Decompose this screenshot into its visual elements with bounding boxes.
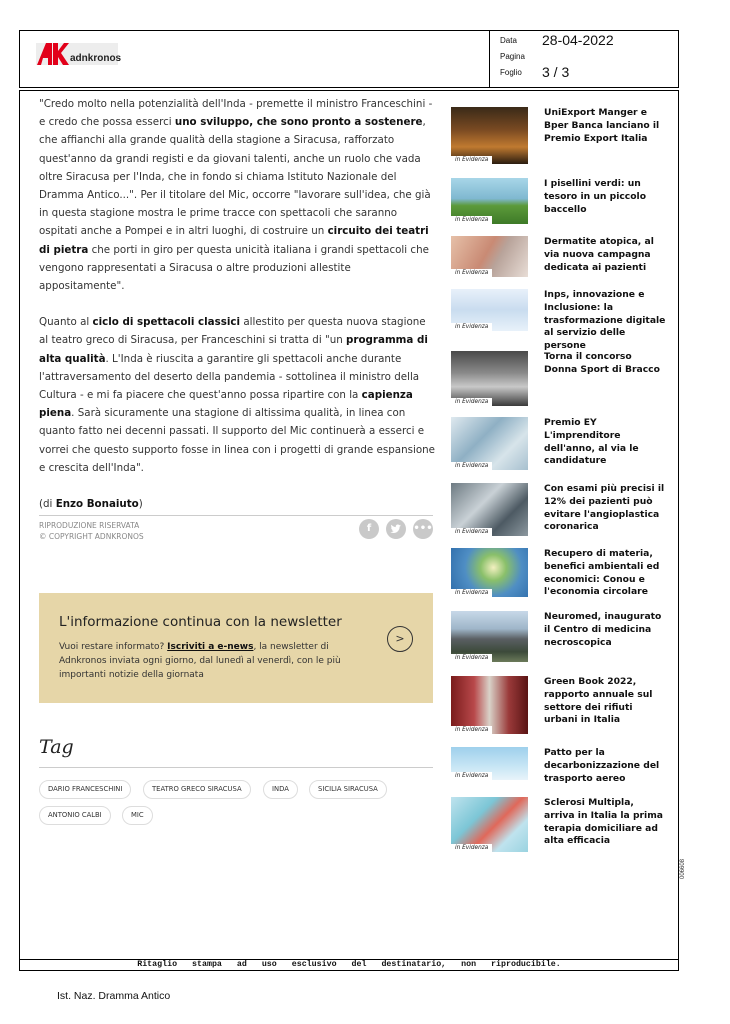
newsletter-text: [59, 640, 359, 682]
bold-text: capienza piena: [39, 389, 413, 420]
author-name: Enzo Bonaiuto: [55, 498, 139, 511]
sidebar-item[interactable]: [451, 289, 666, 352]
thumbnail-image: [451, 611, 528, 662]
paragraph-2: [39, 313, 435, 477]
sheet-value: 3 / 3: [542, 64, 570, 80]
sidebar-item-title: Dermatite atopica, al via nuova campagna dedicata ai pazienti: [544, 236, 654, 273]
evidence-badge: in Evidenza: [451, 323, 492, 331]
sidebar-item[interactable]: [451, 236, 666, 277]
sidebar-item-title: Recupero di materia, benefici ambientali ed economici: Conou e l'economia circolare: [544, 548, 660, 598]
clipping-metadata: [489, 30, 680, 88]
article-body: [39, 95, 435, 531]
date-value: 28-04-2022: [542, 32, 614, 48]
bold-text: uno sviluppo, che sono pronto a sostenere: [174, 116, 423, 129]
thumbnail-image: [451, 747, 528, 780]
evidence-badge: in Evidenza: [451, 398, 492, 406]
logo-text: adnkronos: [70, 52, 122, 64]
sidebar-item-title: Sclerosi Multipla, arriva in Italia la prima terapia domiciliare ad alta efficacia: [544, 797, 663, 847]
thumbnail-image: [451, 483, 528, 536]
bold-text: programma di alta qualità: [39, 334, 428, 365]
evidence-badge: in Evidenza: [451, 269, 492, 277]
sidebar-item-title: Torna il concorso Donna Sport di Bracco: [544, 351, 660, 375]
sidebar-item[interactable]: [451, 351, 666, 406]
clipping-notice: Ritaglio stampa ad uso esclusivo del destinatario, non riproducibile.: [19, 959, 679, 971]
text: Quanto al: [39, 316, 93, 329]
tags-heading: Tag: [39, 736, 74, 758]
tag-sicilia-siracusa[interactable]: SICILIA SIRACUSA: [309, 780, 387, 799]
newsletter-arrow-button[interactable]: >: [387, 626, 413, 652]
sidebar-item[interactable]: [451, 676, 666, 734]
sidebar-item-title: Premio EY L'imprenditore dell'anno, al via le candidature: [544, 417, 639, 467]
newsletter-signup-link[interactable]: Iscriviti a e-news: [167, 642, 254, 652]
evidence-badge: in Evidenza: [451, 462, 492, 470]
thumbnail-image: [451, 236, 528, 277]
source-label: Ist. Naz. Dramma Antico: [57, 990, 171, 1002]
thumbnail-image: [451, 548, 528, 597]
thumbnail-image: [451, 289, 528, 331]
thumbnail-image: [451, 178, 528, 224]
text: , la newsletter di Adnkronos inviata ogni giorno, dal lunedì al venerdì, con le più importanti notizie della giornata: [59, 642, 341, 680]
sidebar-item[interactable]: [451, 548, 666, 597]
evidence-badge: in Evidenza: [451, 726, 492, 734]
bold-text: circuito dei teatri di pietra: [39, 225, 429, 256]
sidebar-item[interactable]: [451, 747, 666, 784]
page-label: Pagina: [500, 52, 525, 61]
document-code: [678, 835, 686, 879]
thumbnail-image: [451, 351, 528, 406]
sidebar-item-title: Green Book 2022, rapporto annuale sul settore dei rifiuti urbani in Italia: [544, 676, 653, 726]
text: che porti in giro per questa unicità italiana i grandi spettacoli che vengono rappresentati a Siracusa o altre produzioni allestite appositamente".: [39, 243, 429, 293]
sidebar-item[interactable]: [451, 178, 666, 224]
evidence-badge: in Evidenza: [451, 844, 492, 852]
date-label: Data: [500, 36, 517, 45]
newsletter-box: [39, 593, 433, 703]
sidebar-item[interactable]: [451, 611, 666, 662]
tag-teatro-greco-siracusa[interactable]: TEATRO GRECO SIRACUSA: [143, 780, 251, 799]
rights-line-2: © COPYRIGHT ADNKRONOS: [39, 532, 144, 541]
sidebar-item-title: I pisellini verdi: un tesoro in un piccolo baccello: [544, 178, 647, 215]
tag-inda[interactable]: INDA: [263, 780, 298, 799]
evidence-badge: in Evidenza: [451, 654, 492, 662]
text: allestito per questa nuova stagione al teatro greco di Siracusa, per Franceschini si tratta di "un: [39, 316, 426, 347]
evidence-badge: in Evidenza: [451, 772, 492, 780]
tag-mic[interactable]: MIC: [122, 806, 153, 825]
facebook-share-icon[interactable]: f: [359, 519, 379, 539]
evidence-badge: in Evidenza: [451, 589, 492, 597]
sidebar-item-title: Patto per la decarbonizzazione del trasporto aereo: [544, 747, 660, 784]
rights-line-1: RIPRODUZIONE RISERVATA: [39, 521, 140, 530]
sidebar-item[interactable]: [451, 417, 666, 470]
thumbnail-image: [451, 676, 528, 734]
bold-text: ciclo di spettacoli classici: [92, 316, 241, 329]
evidence-badge: in Evidenza: [451, 216, 492, 224]
text: Vuoi restare informato?: [59, 642, 168, 652]
text: , che affianchi alla grande qualità della stagione a Siracusa, rafforzato quest'anno da grandi registi e da giovani talenti, anche un ruolo che vada oltre Siracusa per l'Inda, che in fondo si chiama Istituto Nazionale del Dramma Antico...". Per il titolare del Mic, occorre "lavorare sull'idea, che già in questa stagione mostra le prime tracce con spettacoli che saranno ospitati anche a Pompei e in altri luoghi, di costruire un: [39, 116, 431, 238]
thumbnail-image: [451, 797, 528, 852]
tag-antonio-calbi[interactable]: ANTONIO CALBI: [39, 806, 111, 825]
evidence-badge: in Evidenza: [451, 156, 492, 164]
document-code-text: 006608: [680, 858, 686, 879]
text: . L'Inda è riuscita a garantire gli spettacoli anche durante l'attraversamento del deserto della pandemia - sottolinea il ministro della Cultura - e mi fa piacere che quest'anno possa ripartire con la: [39, 352, 420, 402]
byline: [39, 495, 435, 513]
sidebar-item[interactable]: [451, 797, 666, 852]
thumbnail-image: [451, 107, 528, 164]
adnkronos-logo[interactable]: [37, 43, 121, 65]
sidebar-item-title: Con esami più precisi il 12% dei pazienti può evitare l'angioplastica coronarica: [544, 483, 665, 533]
sidebar-item[interactable]: [451, 483, 666, 536]
tag-dario-franceschini[interactable]: DARIO FRANCESCHINI: [39, 780, 131, 799]
clipping-header: [19, 30, 679, 88]
evidence-badge: in Evidenza: [451, 528, 492, 536]
sidebar-item-title: Neuromed, inaugurato il Centro di medicina necroscopica: [544, 611, 662, 648]
paragraph-1: [39, 95, 435, 295]
sheet-label: Foglio: [500, 68, 522, 77]
more-share-icon[interactable]: •••: [413, 519, 433, 539]
thumbnail-image: [451, 417, 528, 470]
adnkronos-logo-icon: [37, 43, 69, 65]
text: ): [138, 498, 143, 511]
twitter-share-icon[interactable]: [386, 519, 406, 539]
sidebar-item-title: UniExport Manger e Bper Banca lanciano il Premio Export Italia: [544, 107, 660, 144]
newsletter-title: L'informazione continua con la newsletter: [59, 614, 342, 630]
tags-divider: [39, 767, 433, 768]
text: "Credo molto nella potenzialità dell'Inda - premette il ministro Franceschini - e credo che possa esserci: [39, 98, 433, 129]
text: . Sarà sicuramente una stagione di altissima qualità, in linea con quanto fatto nei decenni passati. Il supporto del Mic continuerà a esserci e vorrei che questo supporto fosse in linea con i progetti di grande espansione e crescita dell'Inda".: [39, 407, 435, 474]
sidebar-item-title: Inps, innovazione e Inclusione: la trasformazione digitale al servizio delle persone: [544, 289, 666, 352]
text: (di: [39, 498, 56, 511]
